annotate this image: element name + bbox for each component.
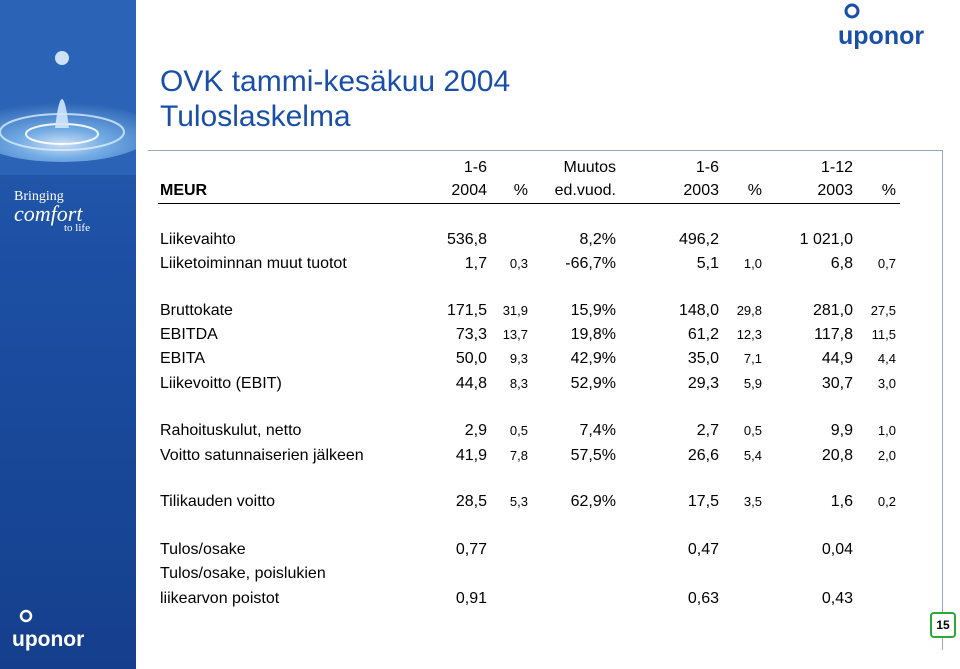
table-cell: 44,8 xyxy=(455,375,487,392)
table-cell: -66,7% xyxy=(565,255,616,272)
table-cell: 0,04 xyxy=(821,541,853,558)
page-number: 15 xyxy=(930,612,956,638)
table-cell: 0,63 xyxy=(687,590,719,607)
table-header-label: MEUR xyxy=(160,182,208,199)
title-line-2: Tuloslaskelma xyxy=(160,100,351,133)
table-header-cell: % xyxy=(881,182,896,199)
table-cell: 2,7 xyxy=(696,422,719,439)
header-divider xyxy=(158,203,900,204)
table-cell: 13,7 xyxy=(502,327,528,342)
row-label: Liikevaihto xyxy=(160,231,236,248)
table-cell: 0,5 xyxy=(743,423,762,438)
table-header-cell: 2004 xyxy=(451,182,487,199)
table-cell: 0,2 xyxy=(877,494,896,509)
table-header-cell: % xyxy=(747,182,762,199)
row-label: Voitto satunnaiserien jälkeen xyxy=(160,447,364,464)
table-cell: 19,8% xyxy=(570,326,616,343)
table-cell: 0,77 xyxy=(455,541,487,558)
row-label: Tulos/osake, poislukien xyxy=(160,565,326,582)
table-cell: 26,6 xyxy=(687,447,719,464)
table-cell: 30,7 xyxy=(821,375,853,392)
table-cell: 8,2% xyxy=(579,231,616,248)
table-cell: 73,3 xyxy=(455,326,487,343)
table-cell: 3,5 xyxy=(743,494,762,509)
table-cell: 28,5 xyxy=(455,493,487,510)
table-cell: 7,8 xyxy=(509,448,528,463)
row-label: EBITA xyxy=(160,350,206,367)
table-cell: 6,8 xyxy=(830,255,853,272)
table-cell: 4,4 xyxy=(877,351,896,366)
table-cell: 536,8 xyxy=(446,231,487,248)
table-cell: 7,1 xyxy=(743,351,762,366)
table-cell: 1,7 xyxy=(464,255,487,272)
page-title xyxy=(160,64,510,134)
tagline-line-3: to life xyxy=(64,222,90,234)
table-cell: 281,0 xyxy=(812,302,853,319)
table-cell: 61,2 xyxy=(687,326,719,343)
tagline-line-1: Bringing xyxy=(14,189,64,204)
table-cell: 171,5 xyxy=(446,302,487,319)
table-cell: 9,9 xyxy=(830,422,853,439)
table-cell: 57,5% xyxy=(570,447,616,464)
table-cell: 20,8 xyxy=(821,447,853,464)
table-cell: 1 021,0 xyxy=(799,231,853,248)
row-label: Liikevoitto (EBIT) xyxy=(160,375,282,392)
table-header-cell: 1-6 xyxy=(463,159,487,176)
table-cell: 5,1 xyxy=(696,255,719,272)
table-header-cell: 1-12 xyxy=(820,159,853,176)
row-label: EBITDA xyxy=(160,326,218,343)
table-cell: 8,3 xyxy=(509,376,528,391)
table-header-cell: 1-6 xyxy=(695,159,719,176)
table-cell: 496,2 xyxy=(678,231,719,248)
table-header-cell: Muutos xyxy=(563,159,616,176)
water-drop-icon xyxy=(0,0,136,175)
row-label: liikearvon poistot xyxy=(160,590,280,607)
table-header-cell: 2003 xyxy=(683,182,719,199)
table-header-cell: 2003 xyxy=(817,182,853,199)
table-cell: 5,9 xyxy=(743,376,762,391)
table-cell: 9,3 xyxy=(509,351,528,366)
table-cell: 50,0 xyxy=(455,350,487,367)
table-cell: 1,0 xyxy=(743,256,762,271)
table-cell: 12,3 xyxy=(736,327,762,342)
table-cell: 31,9 xyxy=(502,303,528,318)
row-label: Bruttokate xyxy=(160,302,233,319)
tagline-line-2: comfort xyxy=(14,201,83,226)
table-cell: 148,0 xyxy=(678,302,719,319)
table-cell: 3,0 xyxy=(877,376,896,391)
table-cell: 17,5 xyxy=(687,493,719,510)
table-cell: 52,9% xyxy=(570,375,616,392)
uponor-logo-icon xyxy=(12,608,102,652)
sidebar-logo-text: uponor xyxy=(12,628,85,651)
table-cell: 11,5 xyxy=(871,327,896,342)
table-header-cell: % xyxy=(513,182,528,199)
table-cell: 1,6 xyxy=(830,493,853,510)
table-cell: 2,9 xyxy=(464,422,487,439)
table-cell: 0,3 xyxy=(509,256,528,271)
table-cell: 62,9% xyxy=(570,493,616,510)
table-cell: 44,9 xyxy=(821,350,853,367)
table-cell: 42,9% xyxy=(570,350,616,367)
tagline xyxy=(14,190,90,234)
table-cell: 15,9% xyxy=(570,302,616,319)
header-logo-text: uponor xyxy=(838,22,925,50)
table-cell: 27,5 xyxy=(870,303,896,318)
row-label: Liiketoiminnan muut tuotot xyxy=(160,255,347,272)
table-cell: 7,4% xyxy=(579,422,616,439)
table-cell: 41,9 xyxy=(455,447,487,464)
brand-sidebar xyxy=(0,0,136,669)
title-line-1: OVK tammi-kesäkuu 2004 xyxy=(160,65,511,98)
table-cell: 29,8 xyxy=(736,303,762,318)
row-label: Rahoituskulut, netto xyxy=(160,422,302,439)
table-cell: 2,0 xyxy=(877,448,896,463)
table-cell: 0,43 xyxy=(821,590,853,607)
uponor-logo-icon xyxy=(838,2,946,52)
row-label: Tilikauden voitto xyxy=(160,493,276,510)
table-cell: 5,4 xyxy=(743,448,762,463)
table-cell: 0,47 xyxy=(687,541,719,558)
table-cell: 1,0 xyxy=(877,423,896,438)
table-header-cell: ed.vuod. xyxy=(554,182,616,199)
table-cell: 0,5 xyxy=(509,423,528,438)
table-cell: 117,8 xyxy=(814,326,853,343)
table-cell: 0,7 xyxy=(877,256,896,271)
frame-border-right xyxy=(942,150,943,650)
table-cell: 35,0 xyxy=(687,350,719,367)
frame-border-top xyxy=(148,150,942,151)
table-cell: 5,3 xyxy=(509,494,528,509)
table-cell: 29,3 xyxy=(687,375,719,392)
table-cell: 0,91 xyxy=(455,590,487,607)
row-label: Tulos/osake xyxy=(160,541,246,558)
